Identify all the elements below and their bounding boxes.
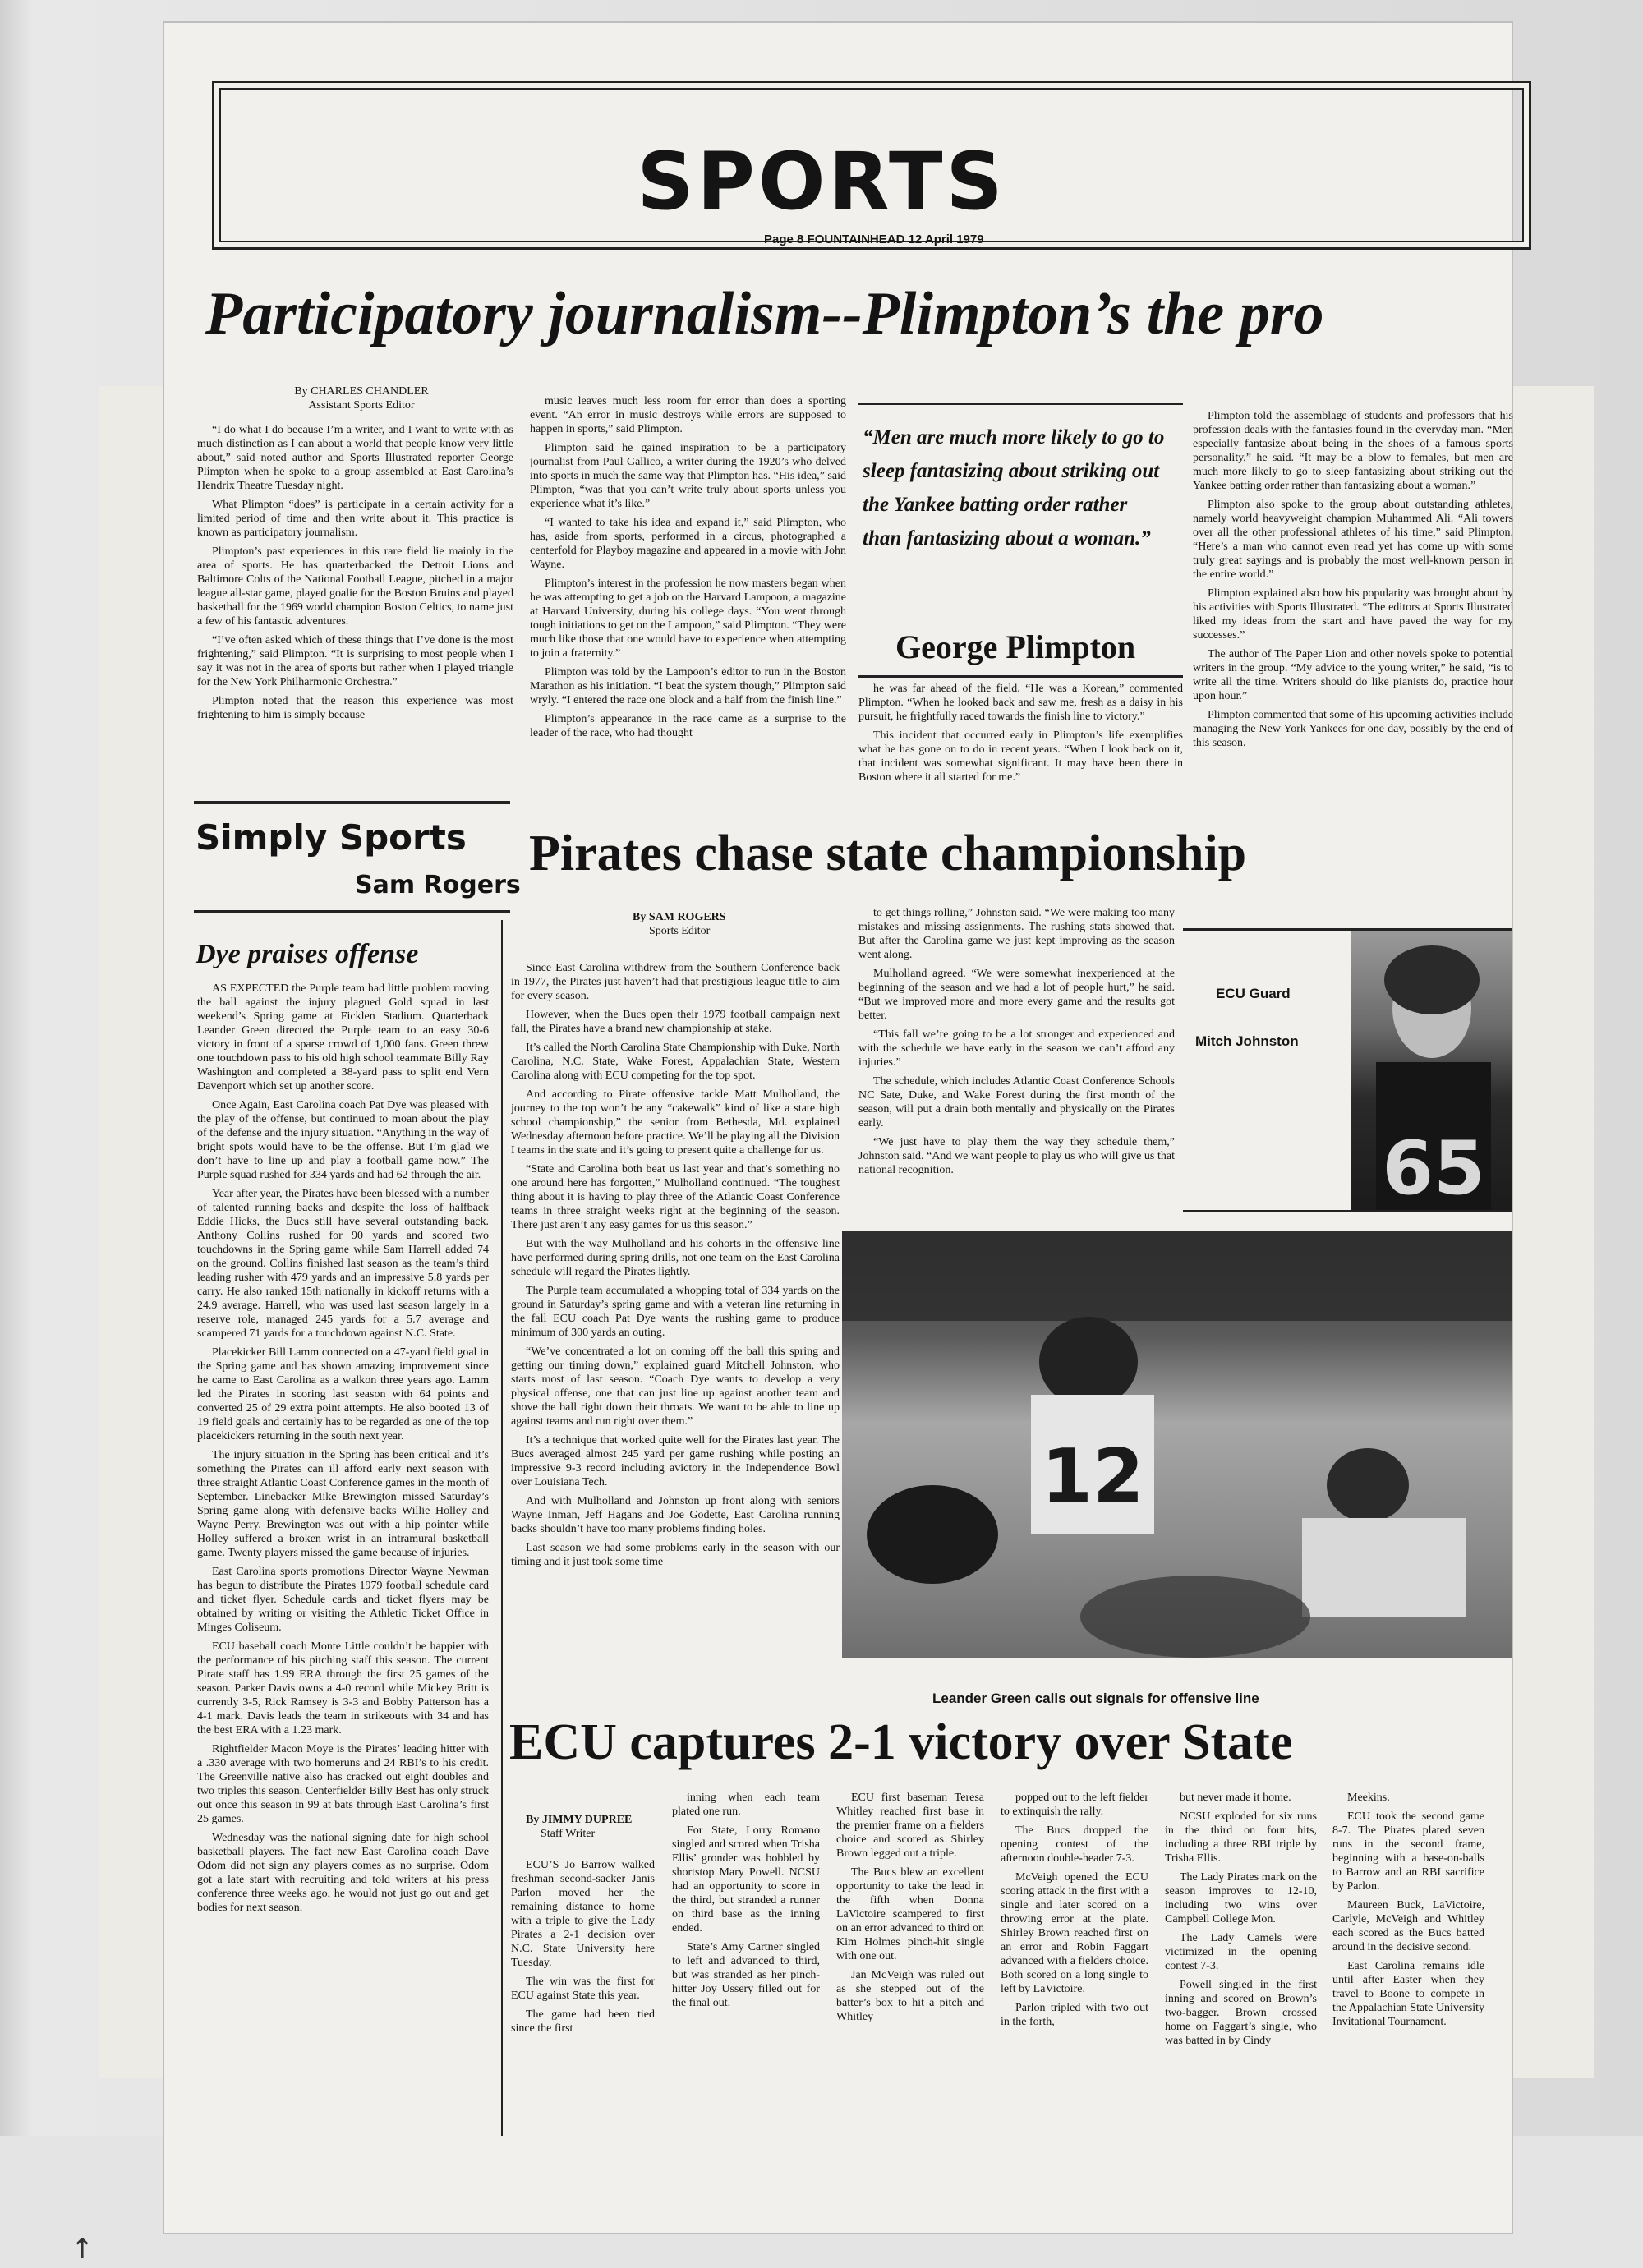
pirates-headline: Pirates chase state championship: [529, 826, 1247, 881]
paragraph: However, when the Bucs open their 1979 football campaign next fall, the Pirates have a brand new championship at stake.: [511, 1009, 840, 1035]
plimpton-column-1: [197, 423, 513, 780]
paragraph: Placekicker Bill Lamm connected on a 47-yard field goal in the Spring game and has shown amazing improvement since he came to East Carolina as a walkon three years ago. Lamm led the Pirates in scoring last season with 64 points and converted 25 of 29 extra point attempts. He also booted 13 of 19 field goals and certainly has to be regarded as one of the top placekickers returning in the south next year.: [197, 1346, 489, 1442]
pull-quote-name: George Plimpton: [895, 628, 1136, 665]
paragraph: The Lady Camels were victimized in the opening contest 7-3.: [1165, 1932, 1317, 1972]
paragraph: he was far ahead of the field. “He was a Korean,” commented Plimpton. “When he looked back and saw me, fresh as a daisy in his pursuit, he frightfully raced towards the finish line to victory.”: [858, 683, 1183, 723]
paragraph: Maureen Buck, LaVictoire, Carlyle, McVeigh and Whitley each scored as the Bucs batted around in the decisive second.: [1332, 1899, 1484, 1953]
quote-rule-top: [858, 403, 1183, 405]
paragraph: ECU took the second game 8-7. The Pirates plated seven runs in the second frame, beginning with a base-on-balls to Barrow and an RBI sacrifice by Parlon.: [1332, 1810, 1484, 1893]
pirates-byline-title: Sports Editor: [649, 925, 711, 937]
paragraph: The Purple team accumulated a whopping total of 334 yards on the ground in Saturday’s spring game and with a veteran line returning in the fall ECU coach Pat Dye wants the rushing game to produce minimum of 300 yards an outing.: [511, 1285, 840, 1339]
plimpton-column-3: [858, 682, 1183, 813]
paragraph: “This fall we’re going to be a lot stronger and experienced and with the schedule we have early in the season we can’t afford any injuries.”: [858, 1028, 1175, 1069]
paragraph: “We’ve concentrated a lot on coming off the ball this spring and getting our timing down,” explained guard Mitchell Johnston, who starts most of last season. “Coach Dye wants to develop a very physical offense, one that can just line up against another team and shove the ball right down their throats. We want to be able to line up against teams and run right over them.”: [511, 1346, 840, 1428]
paragraph: Plimpton also spoke to the group about outstanding athletes, namely world heavyweight champion Muhammed Ali. “Ali towers over all the other professional athletes of his time,” said Plimpton. “Here’s a man who cannot even read yet has come up with some truly great sayings and is probably the most well-known person in the entire world.”: [1193, 499, 1513, 581]
paragraph: Plimpton noted that the reason this experience was most frightening to him is simply because: [197, 695, 513, 721]
paragraph: The Lady Pirates mark on the season improves to 12-10, including two wins over Campbell College Mon.: [1165, 1871, 1317, 1925]
paragraph: The win was the first for ECU against State this year.: [511, 1976, 655, 2002]
paragraph: Plimpton told the assemblage of students and professors that his profession deals with the fantasies found in the everyday man. “Men especially fantasize about being in the shoes of a famous sports personality,” he said. “It may be a blow to females, but men are much more likely to go to sleep fantasizing about striking out the Yankee batting order rather than fantasizing about a woman.”: [1193, 410, 1513, 492]
mitch-johnston-photo: [1351, 931, 1512, 1210]
ecu-byline-name: By JIMMY DUPREE: [526, 1814, 633, 1826]
paragraph: but never made it home.: [1180, 1792, 1291, 1804]
paragraph: Mulholland agreed. “We were somewhat inexperienced at the beginning of the season and we had a lot of people hurt,” he said. “But we improved more and more every game and the results got better.: [858, 968, 1175, 1022]
paragraph: “I wanted to take his idea and expand it,” said Plimpton, who has, aside from sports, performed in a circus, photographed a centerfold for Playboy magazine and appeared in a movie with John Wayne.: [530, 517, 846, 571]
paragraph: NCSU exploded for six runs in the third on four hits, including a three RBI triple by Trisha Ellis.: [1165, 1810, 1317, 1865]
football-action-photo: [842, 1231, 1512, 1658]
paragraph: It’s a technique that worked quite well for the Pirates last year. The Bucs averaged almost 245 yard per game rushing while posting an impressive 9-3 record including avictory in the Independence Bowl over Louisiana Tech.: [511, 1434, 840, 1488]
plimpton-byline-name: By CHARLES CHANDLER: [294, 385, 429, 398]
paragraph: What Plimpton “does” is participate in a certain activity for a limited period of time and then write about it. This practice is known as participatory journalism.: [197, 499, 513, 539]
paragraph: State’s Amy Cartner singled to left and advanced to third, but was stranded as her pinch-hitter Joy Ussery filled out for the final out.: [672, 1941, 820, 2009]
pull-quote: “Men are much more likely to go to sleep fantasizing about striking out the Yankee batting order rather than fantasizing about a woman.”: [863, 426, 1165, 550]
paragraph: The Bucs blew an excellent opportunity to take the lead in the fifth when Donna LaVictoire scampered to first on an error advanced to third on Kim Holmes pinch-hit single with one out.: [836, 1866, 984, 1962]
paragraph: The schedule, which includes Atlantic Coast Conference Schools NC Sate, Duke, and Wake Forest during the first month of the season, will put a drain both mentally and physically on the Pirates early.: [858, 1075, 1175, 1129]
margin-arrow-icon: ↑: [71, 2233, 94, 2266]
paragraph: “We just have to play them the way they schedule them,” Johnston said. “And we want people to play us who will give us that national recognition.: [858, 1136, 1175, 1176]
pirates-byline-name: By SAM ROGERS: [633, 911, 726, 923]
paragraph: inning when each team plated one run.: [672, 1792, 820, 1818]
plimpton-column-4: [1193, 409, 1513, 816]
photo-rule-bottom: [1183, 1210, 1512, 1212]
ecu-byline: [526, 1813, 632, 1841]
paragraph: ECU baseball coach Monte Little couldn’t be happier with the performance of his pitching staff this season. The current Pirate staff has 1.99 ERA through the first 25 games of the season. Parker Davis owns a 4-0 record while Mickey Britt is currently 3-5, Rick Ramsey is 3-3 and Bobby Patterson has a 4-1 mark. Davis leads the team in strikeouts with 34 and has the best ERA with a 1.23 mark.: [197, 1640, 489, 1737]
photo-label-guard: ECU Guard: [1216, 986, 1291, 1001]
paragraph: “I’ve often asked which of these things that I’ve done is the most frightening,” said Plimpton. “It is surprising to most people when I say it was not in the area of sports but rather when I played triangle for the New York Philharmonic Orchestra.”: [197, 634, 513, 688]
plimpton-byline-title: Assistant Sports Editor: [308, 399, 415, 412]
paragraph: ECU’S Jo Barrow walked freshman second-sacker Janis Parlon moved her the remaining distance to home with a triple to give the Lady Pirates a 2-1 decision over N.C. State University here Tuesday.: [511, 1859, 655, 1969]
plimpton-column-2: [530, 394, 846, 780]
paragraph: AS EXPECTED the Purple team had little problem moving the ball against the injury plagued Gold squad in last weekend’s Spring game at Ficklen Stadium. Quarterback Leander Green directed the Purple team to an easy 30-6 victory in front of a sparse crowd of 1,000 fans. Green threw one touchdown pass to his old high school teammate Billy Ray Washington and completed a 38-yard pass to split end Vern Davenport which set up another score.: [197, 982, 489, 1093]
paragraph: Plimpton said he gained inspiration to be a participatory journalist from Paul Gallico, a writer during the 1920’s who delved into sports in much the same way that Plimpton has. “His idea,” said Plimpton, “was that you can’t write truly about sports unless you experience what it’s like.”: [530, 442, 846, 510]
masthead-folio: Page 8 FOUNTAINHEAD 12 April 1979: [764, 232, 984, 246]
simply-rule-bottom: [194, 910, 510, 913]
paragraph: Plimpton was told by the Lampoon’s editor to run in the Boston Marathon as his initiation. “I beat the system though,” Plimpton said wryly. “I entered the race one block and a half from the finish line.”: [530, 666, 846, 706]
pirates-column-1: [511, 961, 840, 1700]
ecu-column-4: [1001, 1791, 1148, 2128]
dye-headline: Dye praises offense: [196, 939, 419, 969]
paragraph: Year after year, the Pirates have been blessed with a number of talented running backs and despite the loss of halfback Eddie Hicks, the Bucs still have several outstanding back. Anthony Collins rushed for 90 yards and scored two touchdowns in the Spring game while Sam Harrell added 74 on the ground. Collins finished last season as the team’s third leading rusher with 479 yards and an impressive 5.8 yards per carry. He also ranked 15th nationally in kickoff returns with a 24.9 average. Harrell, who was used last season largely in a reserve role, managed 245 yards for a 5.7 average and scampered 71 yards for a touchdown against N.C. State.: [197, 1188, 489, 1340]
paragraph: And with Mulholland and Johnston up front along with seniors Wayne Inman, Jeff Hagans and Joe Godette, East Carolina running backs shouldn’t have too many problems finding holes.: [511, 1495, 840, 1535]
ecu-column-1: [511, 1858, 655, 2129]
paragraph: The game had been tied since the first: [511, 2008, 655, 2035]
action-drawing: [842, 1231, 1512, 1658]
column-title: Simply Sports: [196, 817, 467, 858]
paragraph: Parlon tripled with two out in the forth,: [1001, 2002, 1148, 2028]
paragraph: Plimpton’s appearance in the race came as a surprise to the leader of the race, who had thought: [530, 713, 846, 739]
paragraph: music leaves much less room for error than does a sporting event. “An error in music destroys while errors are supposed to happen in sports,” said Plimpton.: [530, 395, 846, 435]
paragraph: McVeigh opened the ECU scoring attack in the first with a single and later scored on a throwing error at the plate. Shirley Brown reached first on an error and Robin Faggart advanced with a fielders choice. Both scored on a long single to left by LaVictoire.: [1001, 1871, 1148, 1995]
paragraph: Rightfielder Macon Moye is the Pirates’ leading hitter with a .330 average with two homeruns and 24 RBI’s to his credit. The Greenville native also has cracked out eight doubles and two triples this season. Centerfielder Billy Best has only struck out once this season in 99 at bats through East Carolina’s first 25 games.: [197, 1743, 489, 1825]
ecu-column-3: [836, 1791, 984, 2128]
paragraph: It’s called the North Carolina State Championship with Duke, North Carolina, N.C. State, Wake Forest, Appalachian State, Western Carolina along with ECU competing for the top spot.: [511, 1042, 840, 1082]
paragraph: Plimpton explained also how his popularity was brought about by his activities with Sports Illustrated. “The editors at Sports Illustrated liked my ideas from the start and have paved the way for my successes.”: [1193, 587, 1513, 642]
paragraph: “I do what I do because I’m a writer, and I want to write with as much distinction as I can about a world that people know very little about,” said noted author and Sports Illustrated reporter George Plimpton when he spoke to a group assembled at East Carolina’s Hendrix Theatre Tuesday night.: [197, 424, 513, 492]
ecu-column-2: [672, 1791, 820, 2128]
paragraph: Plimpton commented that some of his upcoming activities include managing the New York Yankees for one day, possibly by the end of this season.: [1193, 709, 1513, 749]
plimpton-byline: [279, 384, 444, 412]
paragraph: East Carolina remains idle until after Easter when they travel to Boone to compete in the Appalachian State University Invitational Tournament.: [1332, 1960, 1484, 2028]
paragraph: This incident that occurred early in Plimpton’s life exemplifies what he has gone on to do in recent years. “When I look back on it, that incident was somewhat significant. It may have been there in Boston where it all started for me.”: [858, 729, 1183, 784]
ecu-column-6: [1332, 1791, 1484, 2128]
ecu-column-5: [1165, 1791, 1317, 2128]
paragraph: popped out to the left fielder to extinquish the rally.: [1001, 1792, 1148, 1818]
portrait-drawing: [1351, 931, 1512, 1210]
paragraph: The author of The Paper Lion and other novels spoke to potential writers in the group. “My advice to the young writer,” he said, “is to write all the time. Writers should do like pianists do, practice hour upon hour.”: [1193, 648, 1513, 702]
ecu-byline-title: Staff Writer: [541, 1828, 596, 1840]
paragraph: For State, Lorry Romano singled and scored when Trisha Ellis’ gronder was bobbled by shortstop Mary Powell. NCSU had an opportunity to score in the third, but stranded a runner on third base as the inning ended.: [672, 1824, 820, 1934]
ecu-headline: ECU captures 2-1 victory over State: [509, 1714, 1293, 1770]
paragraph: The injury situation in the Spring has been critical and it’s something the Pirates can ill afford early next season with three straight Atlantic Coast Conference games in the month of September. Linebacker Mike Brewington missed Saturday’s Spring game along with defensive backs Willie Holley and Wayne Perry. Brewington was out with a hip pointer while Holley suffered a broken wrist in an intramural basketball game. Twenty players missed the game because of injuries.: [197, 1449, 489, 1559]
paragraph: Once Again, East Carolina coach Pat Dye was pleased with the play of the offense, but continued to moan about the play of the defense and the injury situation. “Anything in the way of bright spots would have to be the offense. But I’m glad we don’t have to line up and play a football game now.” The Purple squad rushed for 334 yards and had 62 through the air.: [197, 1099, 489, 1181]
paragraph: “State and Carolina both beat us last year and that’s something no one around here has forgotten,” Mulholland continued. “The toughest thing about it is having to play three of the Atlantic Coast Conference teams in three straight weeks right at the beginning of the season. There just aren’t any easy games for us this season.”: [511, 1163, 840, 1231]
column-author: Sam Rogers: [355, 871, 521, 899]
plimpton-headline: Participatory journalism--Plimpton’s the pro: [205, 280, 1324, 347]
paragraph: ECU first baseman Teresa Whitley reached first base in the premier frame on a fielders choice and scored as Shirley Brown legged out a triple.: [836, 1792, 984, 1860]
paragraph: Plimpton’s past experiences in this rare field lie mainly in the area of sports. He has quarterbacked the Detroit Lions and Baltimore Colts of the National Football League, pitched in a major league all-star game, played goalie for the Boston Bruins and played basketball for the 1969 world champion Boston Celtics, to name just a few of his fantastic adventures.: [197, 545, 513, 628]
paragraph: Jan McVeigh was ruled out as she stepped out of the batter’s box to hit a pitch and Whitley: [836, 1969, 984, 2023]
paragraph: But with the way Mulholland and his cohorts in the offensive line have performed during spring drills, not one team on the East Carolina schedule will regard the Pirates lightly.: [511, 1238, 840, 1278]
paragraph: Powell singled in the first inning and scored on Brown’s two-bagger. Brown crossed home on Faggart’s single, who was batted in by Cindy: [1165, 1979, 1317, 2047]
paragraph: And according to Pirate offensive tackle Matt Mulholland, the journey to the top won’t be any “cakewalk” kind of like a state high school championship,” the senior from Bethesda, Md. explained Wednesday afternoon before practice. We’ll be playing all the Division I teams in the state and it’s going to present quite a challenge for us.: [511, 1088, 840, 1157]
pirates-byline: [633, 910, 726, 938]
column-divider: [501, 920, 503, 2136]
photo-label-name: Mitch Johnston: [1195, 1033, 1299, 1049]
quote-rule-bottom: [858, 675, 1183, 678]
simply-column: [197, 982, 489, 2128]
paragraph: East Carolina sports promotions Director Wayne Newman has begun to distribute the Pirates 1979 football schedule card and ticket flyer. Schedule cards and ticket flyers may be obtained by writing or visiting the Athletic Ticket Office in Minges Coliseum.: [197, 1566, 489, 1634]
simply-rule-top: [194, 801, 510, 804]
jersey-number: 12: [1041, 1433, 1144, 1520]
paragraph: Since East Carolina withdrew from the Southern Conference back in 1977, the Pirates just haven’t had that prestigious league title to aim for every season.: [511, 962, 840, 1002]
paragraph: Plimpton’s interest in the profession he now masters began when he was attempting to get a job on the Harvard Lampoon, a magazine at Harvard University, during his college days. “You went through tough initiations to get on the Lampoon,” said Plimpton. “They were much like those that one would have to experience when attempting to join a fraternity.”: [530, 577, 846, 660]
paragraph: Wednesday was the national signing date for high school basketball players. The fact new East Carolina coach Dave Odom did not sign any players comes as no surprise. Odom got a late start with recruiting and told writers at his press conference three weeks ago, he would not just go out and get bodies for next season.: [197, 1832, 489, 1914]
paragraph: Last season we had some problems early in the season with our timing and it just took some time: [511, 1542, 840, 1568]
action-photo-caption: Leander Green calls out signals for offensive line: [932, 1691, 1259, 1706]
paragraph: The Bucs dropped the opening contest of the afternoon double-header 7-3.: [1001, 1824, 1148, 1865]
masthead-title: SPORTS: [637, 136, 1006, 228]
paragraph: to get things rolling,” Johnston said. “We were making too many mistakes and missing assignments. The rushing stats showed that. But after the Carolina game we just kept improving as the season went along.: [858, 907, 1175, 961]
pirates-column-2: [858, 906, 1175, 1210]
paragraph: Meekins.: [1347, 1792, 1390, 1804]
jersey-number: 65: [1382, 1125, 1485, 1210]
